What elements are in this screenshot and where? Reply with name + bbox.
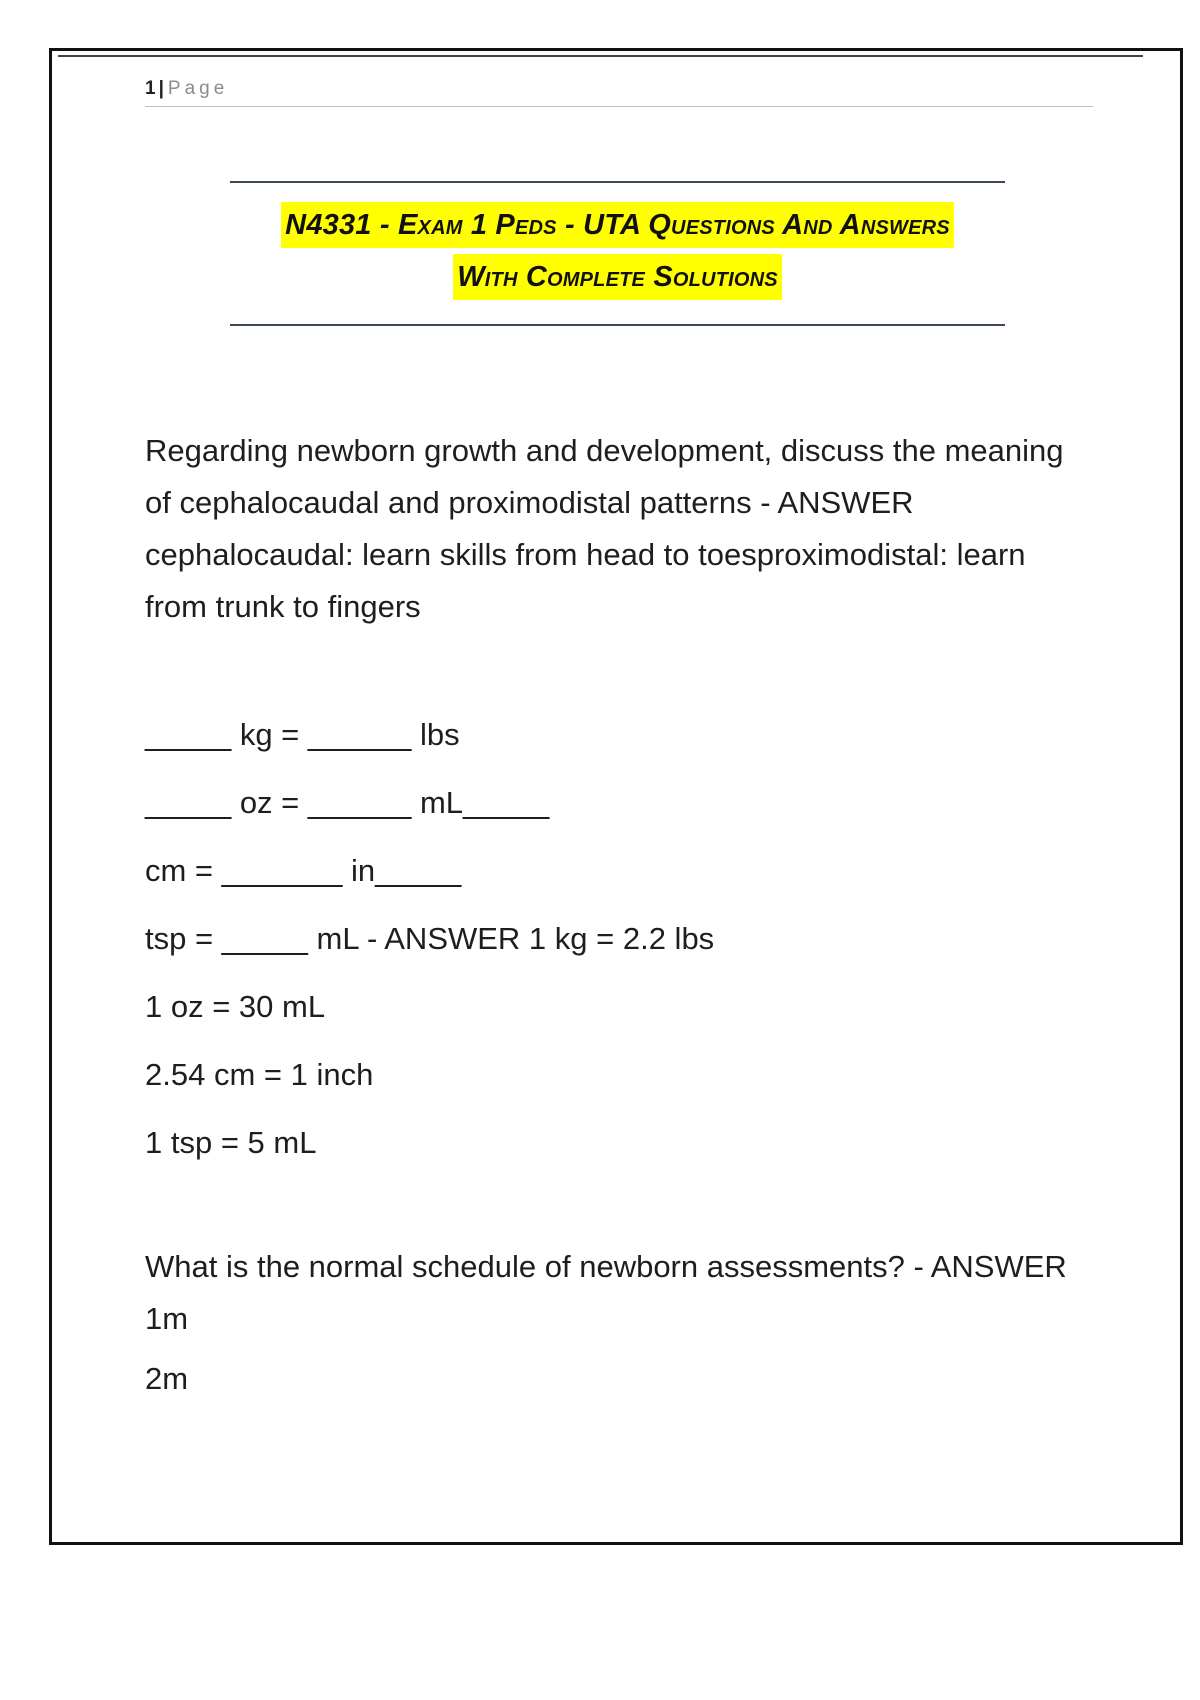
conversion-section <box>145 701 1095 1177</box>
schedule-section <box>145 1241 1095 1413</box>
conversion-line: 1 oz = 30 mL <box>145 989 326 1024</box>
conversion-line: 1 tsp = 5 mL <box>145 1125 317 1160</box>
conversion-line: 2.54 cm = 1 inch <box>145 1057 374 1092</box>
qa-growth-development: Regarding newborn growth and development, discuss the meaning of cephalocaudal and proximodistal patterns - ANSWER cephalocaudal: learn skills from head to toesproximodistal: learn from trunk to fingers <box>145 433 1064 624</box>
header-separator: | <box>158 78 164 99</box>
page-header <box>145 76 1093 107</box>
document-body <box>145 425 1095 1413</box>
title-line-1: N4331 - Exam 1 Peds - UTA Questions And Answers <box>281 202 954 248</box>
schedule-line: 2m <box>145 1361 189 1396</box>
document-title <box>200 202 1035 300</box>
schedule-lines <box>145 1345 1095 1413</box>
qa-newborn-schedule: What is the normal schedule of newborn assessments? - ANSWER 1m <box>145 1249 1067 1336</box>
conversion-line: cm = _______ in_____ <box>145 853 462 888</box>
conversion-line: _____ oz = ______ mL_____ <box>145 785 550 820</box>
conversion-line: tsp = _____ mL - ANSWER 1 kg = 2.2 lbs <box>145 921 715 956</box>
conversion-line: _____ kg = ______ lbs <box>145 717 460 752</box>
title-rule-top <box>230 181 1005 183</box>
page-label: Page <box>167 78 229 99</box>
title-line-2: With Complete Solutions <box>453 254 782 300</box>
page-number: 1 <box>145 78 156 99</box>
title-rule-bottom <box>230 324 1005 326</box>
top-rule <box>58 55 1143 57</box>
